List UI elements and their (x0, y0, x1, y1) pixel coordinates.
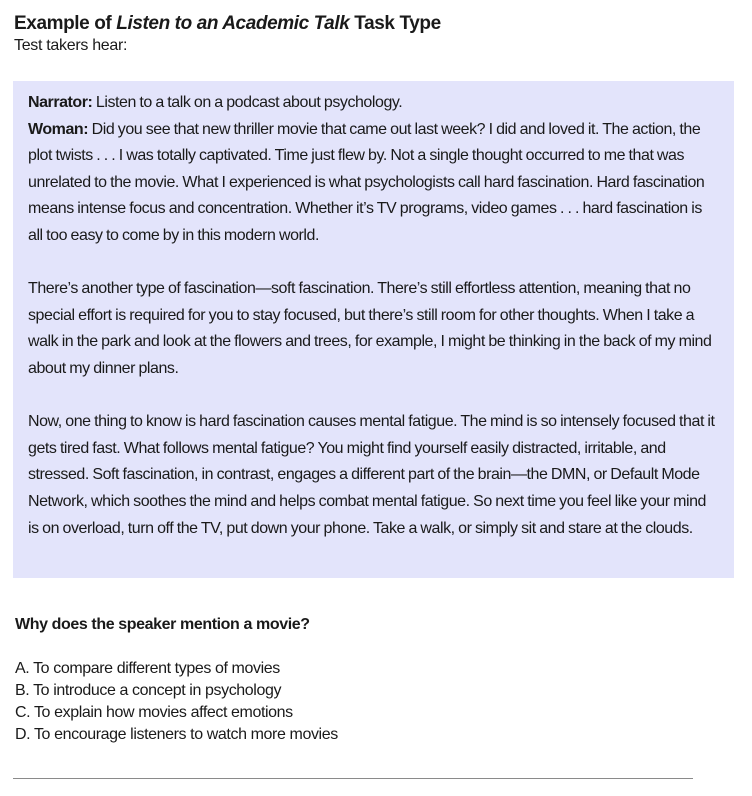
woman-label: Woman: (28, 120, 89, 138)
transcript-paragraph-1 (28, 117, 720, 250)
header (14, 12, 734, 56)
answer-option-a: A. To compare different types of movies (15, 660, 280, 677)
page-title (14, 12, 734, 36)
narrator-label: Narrator: (28, 94, 93, 111)
narrator-text: Listen to a talk on a podcast about psychology. (92, 94, 403, 111)
transcript-box (13, 81, 734, 578)
title-italic: Listen to an Academic Talk (116, 13, 350, 34)
question-prompt: Why does the speaker mention a movie? (15, 616, 310, 633)
narrator-line (28, 90, 720, 117)
transcript-paragraph-3: Now, one thing to know is hard fascination causes mental fatigue. The mind is so intensely focused that it gets tired fast. What follows mental fatigue? You might find yourself easily distracted, irritable, and stressed. Soft fascination, in contrast, engages a different part of the brain—the DMN, or Default Mode Network, which soothes the mind and helps combat mental fatigue. So next time you feel like your mind is on overload, turn off the TV, put down your phone. Take a walk, or simply sit and stare at the clouds. (28, 413, 715, 537)
bottom-divider (13, 778, 693, 779)
title-suffix: Task Type (349, 13, 441, 34)
title-prefix: Example of (14, 13, 117, 34)
transcript-paragraph-2: There’s another type of fascination—soft fascination. There’s still effortless attention, meaning that no special effort is required for you to stay focused, but there’s still room for other thoughts. When I take a walk in the park and look at the flowers and trees, for example, I might be thinking in the back of my mind about my dinner plans. (28, 280, 712, 377)
answer-options (15, 658, 338, 746)
answer-option-d: D. To encourage listeners to watch more movies (15, 726, 338, 743)
answer-option-c: C. To explain how movies affect emotions (15, 704, 293, 721)
paragraph-1-text: Did you see that new thriller movie that came out last week? I did and loved it. The action, the plot twists . . . I was totally captivated. Time just flew by. Not a single thought occurred to me that was unrelated to the movie. What I experienced is what psychologists call hard fascination. Hard fascination means intense focus and concentration. Whether it’s TV programs, video games . . . hard fascination is all too easy to come by in this modern world. (28, 120, 705, 244)
subtitle: Test takers hear: (14, 37, 128, 54)
answer-option-b: B. To introduce a concept in psychology (15, 682, 282, 699)
